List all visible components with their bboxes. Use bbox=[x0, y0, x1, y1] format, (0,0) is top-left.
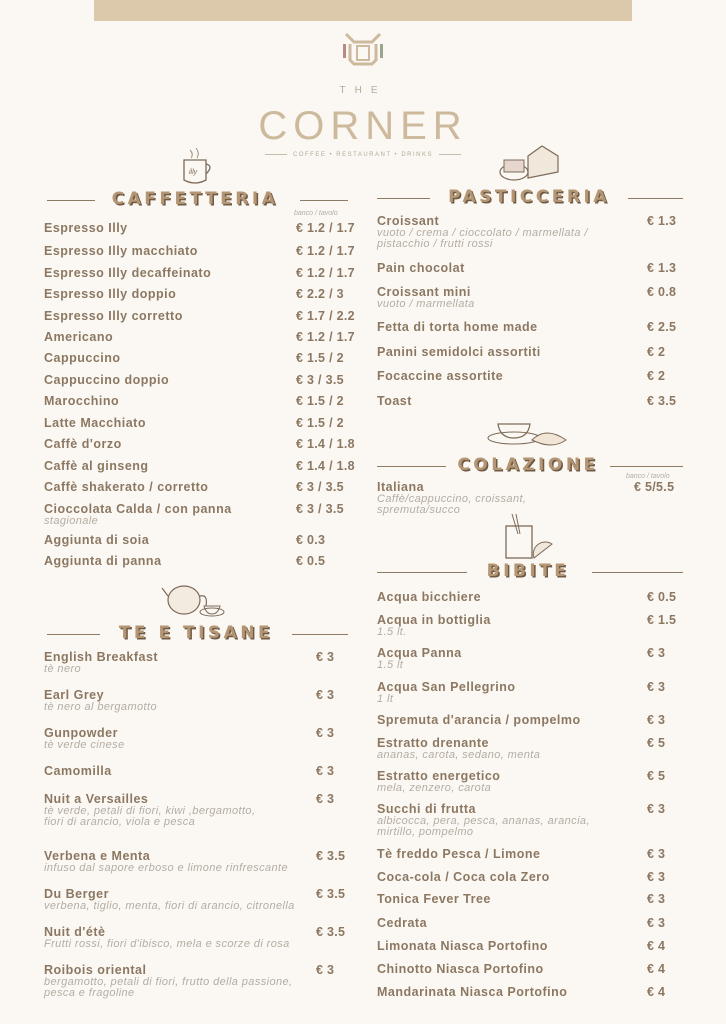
bibite-item-name: Succhi di frutta bbox=[377, 802, 476, 816]
bibite-item-price: € 3 bbox=[647, 892, 666, 906]
caffetteria-item-price: € 1.2 / 1.7 bbox=[296, 221, 355, 235]
pasticceria-item-name: Focaccine assortite bbox=[377, 369, 504, 383]
caffetteria-item-name: Espresso Illy bbox=[44, 221, 128, 235]
bibite-item-price: € 3 bbox=[647, 713, 666, 727]
bibite-item-name: Acqua San Pellegrino bbox=[377, 680, 516, 694]
te-item-name: Camomilla bbox=[44, 764, 112, 778]
caffetteria-item-price: € 1.7 / 2.2 bbox=[296, 309, 355, 323]
svg-text:illy: illy bbox=[189, 169, 198, 176]
bibite-item-description: 1.5 lt bbox=[377, 659, 404, 671]
caffetteria-item-name: Espresso Illy macchiato bbox=[44, 244, 198, 258]
caffetteria-item-price: € 1.4 / 1.8 bbox=[296, 459, 355, 473]
caffetteria-item-name: Espresso Illy decaffeinato bbox=[44, 266, 212, 280]
te-item-description: verbena, tiglio, menta, fiori di arancio, citronella bbox=[44, 900, 295, 912]
bibite-item-name: Tè freddo Pesca / Limone bbox=[377, 847, 541, 861]
pasticceria-item-price: € 2.5 bbox=[647, 320, 677, 334]
price-note: banco / tavolo bbox=[626, 473, 670, 480]
caffetteria-item-name: Cioccolata Calda / con panna bbox=[44, 502, 232, 516]
bibite-item-description: mela, zenzero, carota bbox=[377, 782, 492, 794]
teapot-icon bbox=[160, 570, 226, 622]
caffetteria-item-price: € 0.3 bbox=[296, 533, 326, 547]
pasticceria-heading: PASTICCERIA bbox=[448, 187, 610, 207]
bibite-item-price: € 3 bbox=[647, 916, 666, 930]
te-item-description: bergamotto, petali di fiori, frutto della passione, bbox=[44, 976, 293, 988]
bibite-item-description: albicocca, pera, pesca, ananas, arancia, bbox=[377, 815, 590, 827]
bibite-item-name: Limonata Niasca Portofino bbox=[377, 939, 548, 953]
bibite-item-price: € 0.5 bbox=[647, 590, 677, 604]
caffetteria-divider-left bbox=[47, 200, 95, 201]
caffetteria-item-price: € 1.2 / 1.7 bbox=[296, 266, 355, 280]
pasticceria-item-name: Croissant bbox=[377, 214, 440, 228]
bibite-item-price: € 4 bbox=[647, 939, 666, 953]
logo-mark-icon bbox=[340, 32, 386, 68]
te-item-description: tè nero bbox=[44, 663, 82, 675]
bibite-item-price: € 3 bbox=[647, 847, 666, 861]
caffetteria-item-price: € 1.5 / 2 bbox=[296, 416, 344, 430]
colazione-item-name: Italiana bbox=[377, 480, 425, 494]
colazione-item-description: Caffè/cappuccino, croissant, bbox=[377, 493, 527, 505]
bibite-item-description: 1.5 lt. bbox=[377, 626, 407, 638]
te-item-price: € 3.5 bbox=[316, 887, 346, 901]
caffetteria-item-name: Cappuccino doppio bbox=[44, 373, 170, 387]
bibite-item-name: Acqua in bottiglia bbox=[377, 613, 491, 627]
pasticceria-item-name: Croissant mini bbox=[377, 285, 471, 299]
pasticceria-item-description: vuoto / marmellata bbox=[377, 298, 475, 310]
caffetteria-item-price: € 0.5 bbox=[296, 554, 326, 568]
caffetteria-item-price: € 1.5 / 2 bbox=[296, 394, 344, 408]
coffee-cup-icon bbox=[176, 146, 216, 188]
bibite-item-name: Estratto drenante bbox=[377, 736, 489, 750]
colazione-divider-right bbox=[610, 466, 683, 467]
caffetteria-item-price: € 1.2 / 1.7 bbox=[296, 330, 355, 344]
caffetteria-item-name: Marocchino bbox=[44, 394, 120, 408]
bibite-item-name: Spremuta d'arancia / pompelmo bbox=[377, 713, 581, 727]
colazione-item-description: spremuta/succo bbox=[377, 504, 461, 516]
te-item-description: infuso dal sapore erboso e limone rinfrescante bbox=[44, 862, 289, 874]
te-item-name: Roibois oriental bbox=[44, 963, 147, 977]
te-item-name: Du Berger bbox=[44, 887, 109, 901]
te-item-description: Frutti rossi, fiori d'ibisco, mela e scorze di rosa bbox=[44, 938, 290, 950]
logo-name: CORNER bbox=[258, 104, 468, 148]
bibite-item-name: Acqua Panna bbox=[377, 646, 462, 660]
te-item-price: € 3 bbox=[316, 792, 335, 806]
bibite-item-name: Coca-cola / Coca cola Zero bbox=[377, 870, 550, 884]
caffetteria-item-price: € 1.2 / 1.7 bbox=[296, 244, 355, 258]
pasticceria-divider-left bbox=[377, 198, 430, 199]
te-item-price: € 3 bbox=[316, 688, 335, 702]
pasticceria-item-name: Pain chocolat bbox=[377, 261, 465, 275]
caffetteria-divider-right bbox=[300, 200, 348, 201]
top-bar bbox=[94, 0, 632, 21]
te-item-description: tè nero al bergamotto bbox=[44, 701, 157, 713]
caffetteria-item-name: Aggiunta di soia bbox=[44, 533, 150, 547]
pasticceria-item-price: € 0.8 bbox=[647, 285, 677, 299]
caffetteria-item-price: € 3 / 3.5 bbox=[296, 502, 344, 516]
cup-croissant-icon bbox=[486, 404, 572, 454]
bibite-divider-left bbox=[377, 572, 467, 573]
caffetteria-heading: CAFFETTERIA bbox=[111, 189, 279, 209]
bibite-item-price: € 5 bbox=[647, 736, 666, 750]
caffetteria-item-name: Espresso Illy doppio bbox=[44, 287, 177, 301]
caffetteria-item-price: € 3 / 3.5 bbox=[296, 480, 344, 494]
pasticceria-item-name: Toast bbox=[377, 394, 412, 408]
pasticceria-item-price: € 1.3 bbox=[647, 261, 677, 275]
tagline-text: COFFEE • RESTAURANT • DRINKS bbox=[293, 152, 433, 158]
cocktail-glass-icon bbox=[500, 514, 560, 564]
bibite-item-price: € 4 bbox=[647, 985, 666, 999]
te-item-description: pesca e fragoline bbox=[44, 987, 135, 999]
caffetteria-item-name: Caffè shakerato / corretto bbox=[44, 480, 209, 494]
bibite-item-price: € 5 bbox=[647, 769, 666, 783]
caffetteria-item-name: Aggiunta di panna bbox=[44, 554, 162, 568]
te-item-price: € 3 bbox=[316, 764, 335, 778]
caffetteria-item-description: stagionale bbox=[44, 515, 99, 527]
te-item-price: € 3 bbox=[316, 650, 335, 664]
bibite-item-name: Cedrata bbox=[377, 916, 428, 930]
caffetteria-item-price: € 1.4 / 1.8 bbox=[296, 437, 355, 451]
te-item-name: English Breakfast bbox=[44, 650, 159, 664]
bibite-item-price: € 3 bbox=[647, 802, 666, 816]
caffetteria-item-name: Caffè d'orzo bbox=[44, 437, 122, 451]
bibite-item-name: Tonica Fever Tree bbox=[377, 892, 491, 906]
te-item-description: tè verde cinese bbox=[44, 739, 125, 751]
bibite-item-name: Mandarinata Niasca Portofino bbox=[377, 985, 568, 999]
pasticceria-item-price: € 2 bbox=[647, 345, 666, 359]
te-item-price: € 3 bbox=[316, 726, 335, 740]
te-heading: TE E TISANE bbox=[118, 623, 274, 643]
te-item-name: Gunpowder bbox=[44, 726, 118, 740]
caffetteria-item-price: € 1.5 / 2 bbox=[296, 351, 344, 365]
pasticceria-item-price: € 2 bbox=[647, 369, 666, 383]
colazione-item-price: € 5/5.5 bbox=[634, 480, 675, 494]
te-divider-left bbox=[47, 634, 100, 635]
bibite-item-price: € 1.5 bbox=[647, 613, 677, 627]
te-item-name: Nuit a Versailles bbox=[44, 792, 149, 806]
caffetteria-item-name: Latte Macchiato bbox=[44, 416, 146, 430]
bibite-item-price: € 3 bbox=[647, 870, 666, 884]
te-item-price: € 3 bbox=[316, 963, 335, 977]
caffetteria-item-price: € 3 / 3.5 bbox=[296, 373, 344, 387]
pasticceria-item-name: Fetta di torta home made bbox=[377, 320, 538, 334]
te-item-name: Verbena e Menta bbox=[44, 849, 151, 863]
te-item-description: fiori di arancio, viola e pesca bbox=[44, 816, 196, 828]
pasticceria-item-price: € 3.5 bbox=[647, 394, 677, 408]
te-item-name: Nuit d'étè bbox=[44, 925, 106, 939]
te-item-name: Earl Grey bbox=[44, 688, 105, 702]
caffetteria-item-price: € 2.2 / 3 bbox=[296, 287, 344, 301]
pasticceria-divider-right bbox=[628, 198, 683, 199]
bibite-item-name: Acqua bicchiere bbox=[377, 590, 482, 604]
caffetteria-item-name: Cappuccino bbox=[44, 351, 121, 365]
bibite-item-description: 1 lt bbox=[377, 693, 394, 705]
bibite-divider-right bbox=[592, 572, 683, 573]
bibite-item-name: Estratto energetico bbox=[377, 769, 501, 783]
bibite-item-description: mirtillo, pompelmo bbox=[377, 826, 474, 838]
pasticceria-item-name: Panini semidolci assortiti bbox=[377, 345, 541, 359]
pasticceria-item-description: pistacchio / frutti rossi bbox=[377, 238, 493, 250]
te-item-price: € 3.5 bbox=[316, 849, 346, 863]
bibite-item-description: ananas, carota, sedano, menta bbox=[377, 749, 541, 761]
caffetteria-item-name: Caffè al ginseng bbox=[44, 459, 149, 473]
te-item-price: € 3.5 bbox=[316, 925, 346, 939]
pasticceria-item-description: vuoto / crema / cioccolato / marmellata / bbox=[377, 227, 588, 239]
bibite-item-name: Chinotto Niasca Portofino bbox=[377, 962, 544, 976]
colazione-heading: COLAZIONE bbox=[457, 455, 599, 475]
logo-the: THE bbox=[339, 85, 387, 96]
colazione-divider-left bbox=[377, 466, 446, 467]
sandwich-cake-icon bbox=[494, 142, 564, 186]
te-item-description: tè verde, petali di fiori, kiwi ,bergamotto, bbox=[44, 805, 256, 817]
bibite-item-price: € 4 bbox=[647, 962, 666, 976]
bibite-item-price: € 3 bbox=[647, 680, 666, 694]
bibite-item-price: € 3 bbox=[647, 646, 666, 660]
price-note: banco / tavolo bbox=[294, 210, 338, 217]
caffetteria-item-name: Americano bbox=[44, 330, 114, 344]
pasticceria-item-price: € 1.3 bbox=[647, 214, 677, 228]
bibite-heading: BIBITE bbox=[486, 561, 570, 581]
logo-tagline bbox=[0, 152, 726, 158]
caffetteria-item-name: Espresso Illy corretto bbox=[44, 309, 183, 323]
te-divider-right bbox=[292, 634, 348, 635]
